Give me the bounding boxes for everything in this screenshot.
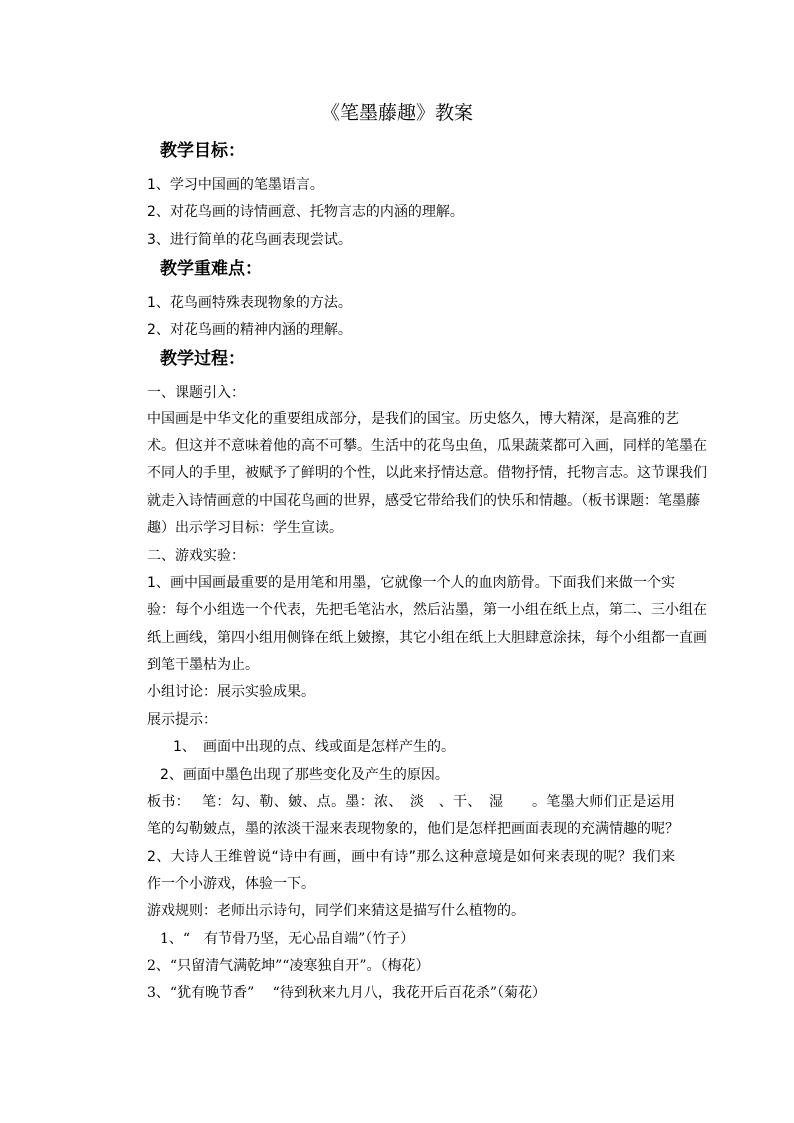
intro-line: 中国画是中华文化的重要组成部分，是我们的国宝。历史悠久，博大精深，是高雅的艺 (147, 411, 679, 427)
game-rule: 游戏规则：老师出示诗句，同学们来猜这是描写什么植物的。 (147, 903, 525, 919)
board-line: 笔的勾勒皴点，墨的浓淡干湿来表现物象的，他们是怎样把画面表现的充满情趣的呢？ (147, 821, 679, 837)
intro-line: 趣）出示学习目标：学生宣读。 (147, 520, 343, 536)
objectives-heading: 教学目标： (160, 141, 245, 161)
objective-item: 1、学习中国画的笔墨语言。 (147, 177, 324, 193)
group-discussion: 小组讨论：展示实验成果。 (147, 684, 315, 700)
process-heading: 教学过程： (160, 349, 245, 369)
hint-number: 1、 (173, 739, 196, 755)
poetry-line: 2、大诗人王维曾说“诗中有画，画中有诗”那么这种意境是如何来表现的呢？我们来 (147, 849, 675, 865)
hint-text: 画面中出现的点、线或面是怎样产生的。 (203, 739, 455, 755)
experiment-line: 到笔干墨枯为止。 (147, 657, 259, 673)
page-title: 《笔墨藤趣》教案 (320, 102, 473, 124)
key-point-item: 2、对花鸟画的精神内涵的理解。 (147, 322, 352, 338)
key-points-heading: 教学重难点： (160, 259, 262, 279)
poetry-line: 作一个小游戏，体验一下。 (147, 876, 315, 892)
experiment-line: 验：每个小组选一个代表，先把毛笔沾水，然后沾墨，第一小组在纸上点，第二、三小组在 (147, 602, 707, 618)
experiment-line: 纸上画线，第四小组用侧锋在纸上皴擦，其它小组在纸上大胆肆意涂抹，每个小组都一直画 (147, 630, 707, 646)
hint-text: 2、画面中墨色出现了那些变化及产生的原因。 (160, 767, 449, 783)
key-point-item: 1、花鸟画特殊表现物象的方法。 (147, 295, 352, 311)
intro-heading: 一、课题引入： (147, 385, 245, 401)
intro-line: 不同人的手里，被赋予了鲜明的个性，以此来抒情达意。借物抒情，托物言志。这节课我们 (147, 465, 707, 481)
intro-line: 就走入诗情画意的中国花鸟画的世界，感受它带给我们的快乐和情趣。（板书课题：笔墨藤 (147, 493, 700, 509)
experiment-line: 1、画中国画最重要的是用笔和用墨，它就像一个人的血肉筋骨。下面我们来做一个实 (147, 575, 675, 591)
riddle-item: 3、“犹有晚节香” “待到秋来九月八，我花开后百花杀”（菊花） (147, 985, 546, 1001)
objective-item: 2、对花鸟画的诗情画意、托物言志的内涵的理解。 (147, 204, 464, 220)
game-heading: 二、游戏实验： (147, 548, 245, 564)
riddle-item: 2、“只留清气满乾坤”“凌寒独自开”。（梅花） (147, 958, 430, 974)
hint-heading: 展示提示： (147, 712, 217, 728)
objective-item: 3、进行简单的花鸟画表现尝试。 (147, 232, 352, 248)
board-line: 板书： 笔：勾、勒、皴、点。墨：浓、 淡 、干、 湿 。笔墨大师们正是运用 (147, 794, 675, 810)
intro-line: 术。但这并不意味着他的高不可攀。生活中的花鸟虫鱼，瓜果蔬菜都可入画，同样的笔墨在 (147, 438, 707, 454)
riddle-item: 1、“ 有节骨乃坚，无心品自端”（竹子） (160, 931, 415, 947)
